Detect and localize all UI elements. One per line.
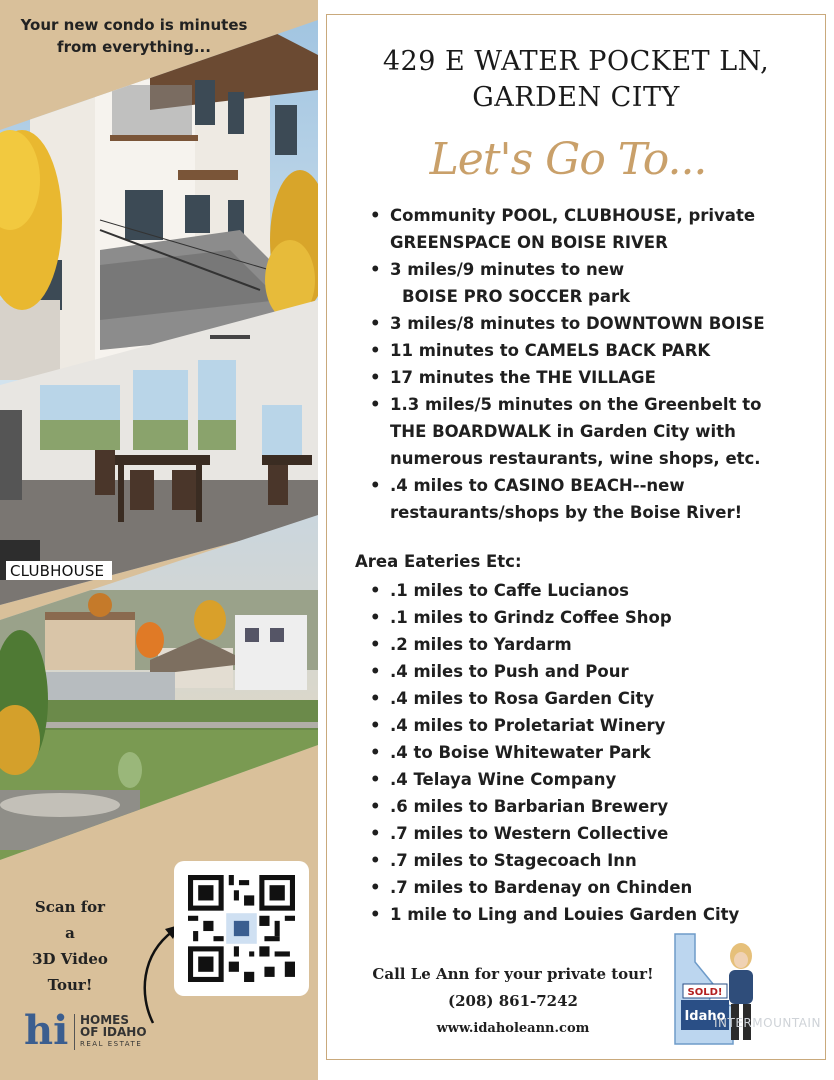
scan-line-3: Tour!: [47, 976, 93, 994]
homes-of-idaho-logo: [24, 1007, 154, 1054]
qr-code[interactable]: [174, 861, 309, 996]
list-item-indented-text: BOISE PRO SOCCER park: [402, 287, 631, 306]
list-item: • .7 miles to Stagecoach Inn: [370, 847, 810, 874]
list-item-line: • 1.3 miles/5 minutes on the Greenbelt to: [390, 395, 762, 414]
list-item: [370, 256, 810, 310]
list-item-line: • Community POOL, CLUBHOUSE, private: [390, 206, 756, 225]
list-item: • .1 miles to Grindz Coffee Shop: [370, 604, 810, 631]
logo-text: [80, 1014, 147, 1050]
website-link[interactable]: www.idaholeann.com: [436, 1021, 590, 1036]
list-item: [370, 364, 810, 391]
list-item-line: • 3 miles/9 minutes to new: [390, 260, 625, 279]
idaho-sign-text: Idaho: [684, 1009, 726, 1024]
list-item: • .7 miles to Western Collective: [370, 820, 810, 847]
area-eateries-title: Area Eateries Etc:: [355, 552, 522, 571]
list-item-line: [390, 283, 810, 310]
phone-number[interactable]: (208) 861-7242: [447, 992, 578, 1010]
list-item: • .1 miles to Caffe Lucianos: [370, 577, 810, 604]
right-panel: [318, 0, 834, 1080]
list-item: [370, 337, 810, 364]
list-item: • .4 to Boise Whitewater Park: [370, 739, 810, 766]
list-item: [370, 310, 810, 337]
list-item-line: • 11 minutes to CAMELS BACK PARK: [390, 341, 711, 360]
left-panel: [0, 0, 318, 1080]
scan-instructions: [28, 894, 112, 998]
list-item: • .4 miles to Rosa Garden City: [370, 685, 810, 712]
list-item-line: THE BOARDWALK in Garden City with: [390, 422, 736, 441]
highlights-list: [370, 202, 810, 526]
eateries-list: [370, 577, 810, 928]
qr-code-icon: [188, 875, 295, 982]
scan-line-1: Scan for a: [34, 898, 106, 942]
call-to-action: Call Le Ann for your private tour!: [372, 965, 654, 983]
list-item-line: restaurants/shops by the Boise River!: [390, 503, 743, 522]
list-item: • .4 miles to Push and Pour: [370, 658, 810, 685]
list-item: • .4 Telaya Wine Company: [370, 766, 810, 793]
script-heading: Let's Go To...: [429, 134, 707, 185]
list-item: • .4 miles to Proletariat Winery: [370, 712, 810, 739]
list-item: • .2 miles to Yardarm: [370, 631, 810, 658]
tagline-line-2: from everything...: [57, 38, 211, 56]
list-item-line: GREENSPACE ON BOISE RIVER: [390, 233, 668, 252]
list-item: [370, 472, 810, 526]
list-item: • .7 miles to Bardenay on Chinden: [370, 874, 810, 901]
logo-divider: [74, 1014, 75, 1050]
list-item: [370, 202, 810, 256]
list-item: • 1 mile to Ling and Louies Garden City: [370, 901, 810, 928]
address-line-2: GARDEN CITY: [472, 82, 680, 113]
list-item-line: • 3 miles/8 minutes to DOWNTOWN BOISE: [390, 314, 765, 333]
sold-sign-text: SOLD!: [687, 987, 723, 998]
logo-line-2: OF IDAHO: [80, 1025, 147, 1039]
clubhouse-label: CLUBHOUSE: [6, 561, 112, 580]
list-item: [370, 391, 810, 472]
logo-mark: hi: [24, 1007, 69, 1054]
list-item-line: numerous restaurants, wine shops, etc.: [390, 449, 761, 468]
logo-line-1: HOMES: [80, 1013, 130, 1027]
logo-line-3: REAL ESTATE: [80, 1040, 143, 1048]
tagline-line-1: Your new condo is minutes: [20, 16, 248, 34]
address-line-1: 429 E WATER POCKET LN,: [382, 46, 770, 77]
watermark: INTERMOUNTAIN: [714, 1016, 821, 1030]
property-address: [338, 44, 814, 116]
list-item-line: • 17 minutes the THE VILLAGE: [390, 368, 656, 387]
list-item: • .6 miles to Barbarian Brewery: [370, 793, 810, 820]
scan-line-2: 3D Video: [32, 950, 108, 968]
list-item-line: • .4 miles to CASINO BEACH--new: [390, 476, 685, 495]
